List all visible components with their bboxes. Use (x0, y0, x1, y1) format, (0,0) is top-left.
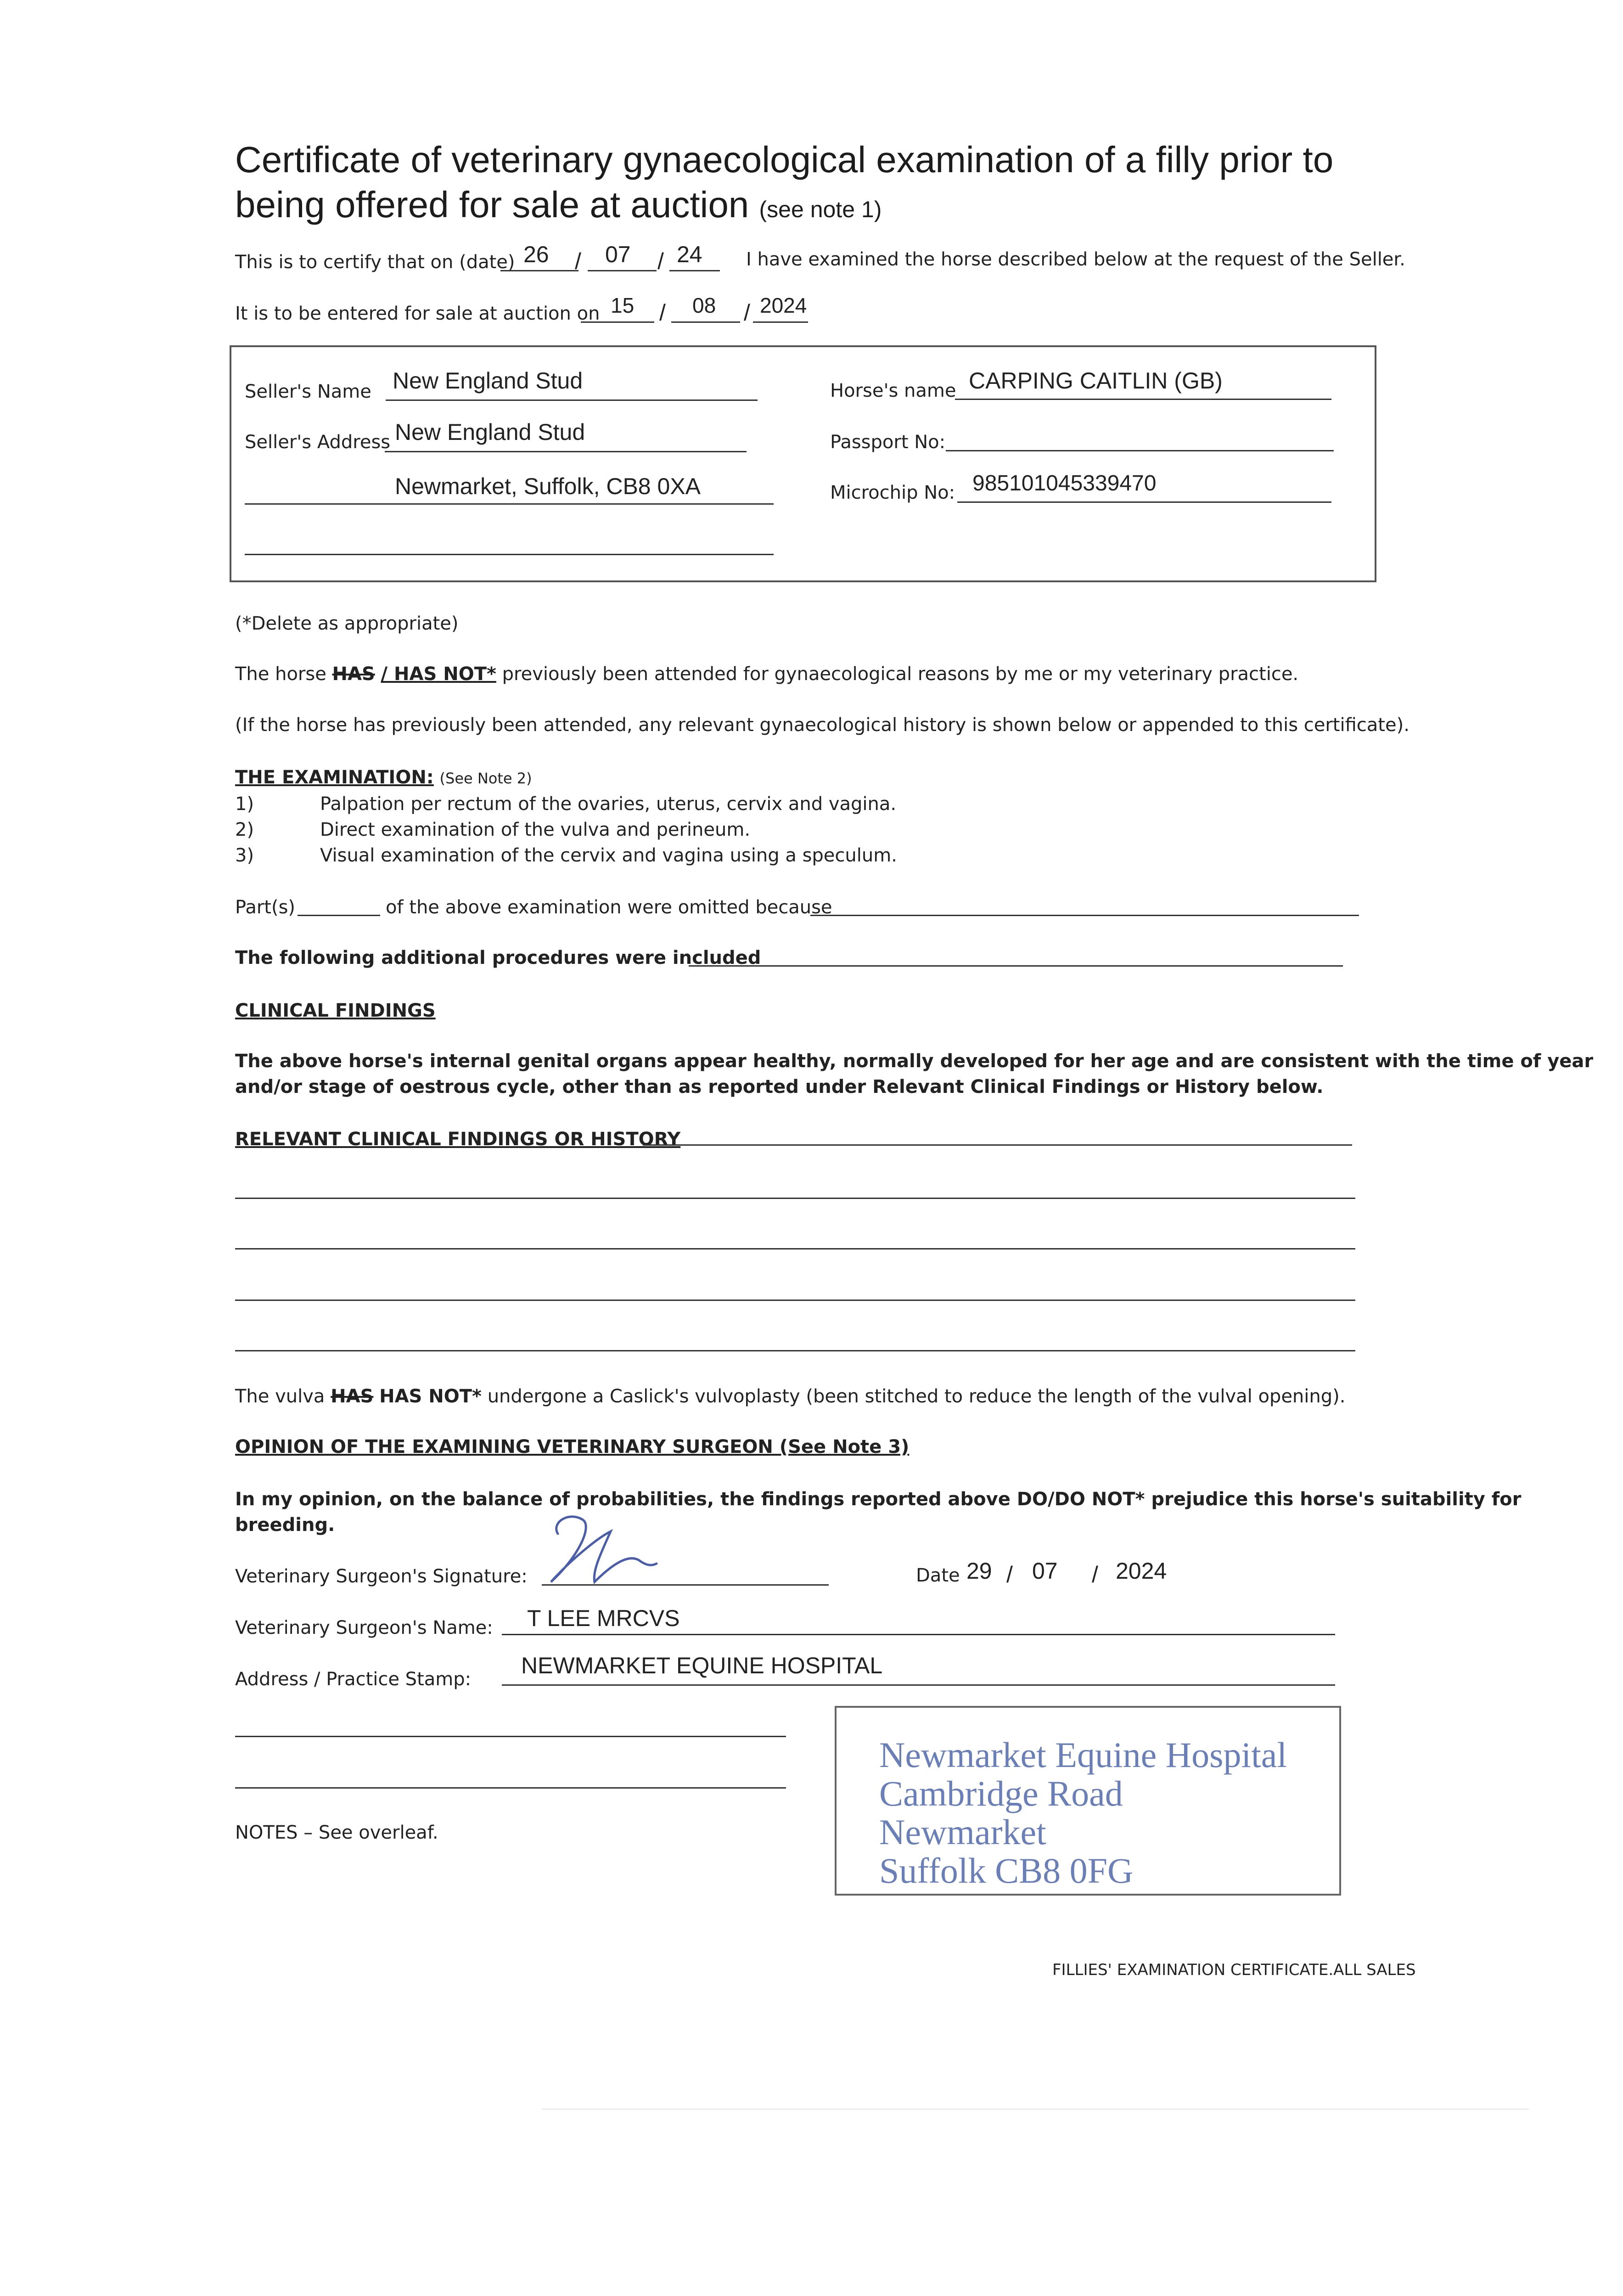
horse-name-value: CARPING CAITLIN (GB) (969, 368, 1223, 394)
signature-date-year: 2024 (1116, 1558, 1167, 1584)
omitted-prefix: Part(s) (235, 897, 296, 918)
certificate-title-line1: Certificate of veterinary gynaecological examination of a filly prior to (235, 139, 1334, 180)
signature-date-sep1: / (1006, 1562, 1013, 1587)
seller-address-line1: New England Stud (395, 419, 585, 445)
faint-scan-line (542, 2109, 1529, 2110)
clinical-statement-line1: The above horse's internal genital organs appear healthy, normally developed for her age and are consistent with the time of year (235, 1051, 1594, 1072)
examination-heading: THE EXAMINATION: (235, 767, 434, 788)
opinion-line2: breeding. (235, 1514, 335, 1536)
signature-date-month: 07 (1032, 1558, 1058, 1584)
certificate-title-line2 (235, 183, 882, 231)
signature-label: Veterinary Surgeon's Signature: (235, 1566, 528, 1587)
seller-name-label: Seller's Name (245, 381, 371, 402)
auction-date-sep1: / (659, 300, 666, 326)
signature-date-day: 29 (966, 1558, 992, 1584)
exam-date-sep1: / (575, 248, 581, 274)
stamp-line4: Suffolk CB8 0FG (879, 1851, 1134, 1891)
opinion-heading: OPINION OF THE EXAMINING VETERINARY SURGEON (See Note 3) (235, 1436, 910, 1458)
exam-item-1-num: 1) (235, 793, 254, 815)
exam-item-3-num: 3) (235, 845, 254, 866)
additional-procedures-label: The following additional procedures were included (235, 947, 761, 968)
clinical-statement-line2: and/or stage of oestrous cycle, other than as reported under Relevant Clinical Findings or History below. (235, 1076, 1324, 1097)
auction-date-sep2: / (744, 300, 750, 326)
seller-name-value: New England Stud (393, 368, 583, 394)
signature-date-sep2: / (1092, 1562, 1098, 1587)
exam-item-3-text: Visual examination of the cervix and vagina using a speculum. (320, 845, 897, 866)
surgeon-name-label: Veterinary Surgeon's Name: (235, 1617, 493, 1638)
history-note: (If the horse has previously been attended, any relevant gynaecological history is shown below or appended to this certificate). (235, 715, 1410, 736)
omitted-middle: of the above examination were omitted because (386, 897, 832, 918)
vulva-statement (235, 1386, 1345, 1407)
opinion-line1: In my opinion, on the balance of probabilities, the findings reported above DO/DO NOT* prejudice this horse's suitability for (235, 1489, 1522, 1510)
microchip-value: 985101045339470 (972, 471, 1157, 495)
practice-address-label: Address / Practice Stamp: (235, 1669, 472, 1690)
exam-item-2-text: Direct examination of the vulva and perineum. (320, 819, 751, 840)
auction-date-year: 2024 (760, 293, 807, 317)
exam-date-day: 26 (523, 242, 549, 267)
certify-prefix: This is to certify that on (date) (235, 252, 515, 273)
attended-struck-option: HAS (332, 664, 375, 685)
microchip-label: Microchip No: (830, 482, 955, 503)
surgeon-name-value: T LEE MRCVS (527, 1605, 680, 1631)
clinical-findings-heading: CLINICAL FINDINGS (235, 1000, 436, 1021)
auction-date-day: 15 (611, 293, 635, 317)
vulva-prefix: The vulva (235, 1386, 325, 1407)
vulva-suffix: undergone a Caslick's vulvoplasty (been stitched to reduce the length of the vulval opening). (487, 1386, 1346, 1407)
exam-date-sep2: / (657, 248, 664, 274)
exam-item-2-num: 2) (235, 819, 254, 840)
seller-address-label: Seller's Address (245, 432, 391, 453)
certificate-title-text: being offered for sale at auction (235, 184, 749, 225)
vulva-struck-option: HAS (331, 1386, 374, 1407)
stamp-line2: Cambridge Road (879, 1773, 1123, 1813)
delete-note: (*Delete as appropriate) (235, 613, 459, 634)
notes-label: NOTES – See overleaf. (235, 1822, 438, 1843)
footer-form-name: FILLIES' EXAMINATION CERTIFICATE.ALL SALES (1052, 1961, 1416, 1979)
auction-prefix: It is to be entered for sale at auction on (235, 303, 600, 324)
exam-item-1-text: Palpation per rectum of the ovaries, uterus, cervix and vagina. (320, 793, 897, 815)
exam-date-year: 24 (677, 242, 702, 267)
certify-suffix: I have examined the horse described below at the request of the Seller. (746, 249, 1405, 270)
attended-statement (235, 664, 1298, 685)
relevant-findings-heading: RELEVANT CLINICAL FINDINGS OR HISTORY (235, 1129, 681, 1150)
handwritten-signature (542, 1506, 680, 1593)
exam-date-month: 07 (605, 242, 631, 267)
stamp-line3: Newmarket (879, 1812, 1046, 1852)
attended-choice: / HAS NOT* (381, 664, 496, 685)
practice-address-value: NEWMARKET EQUINE HOSPITAL (521, 1653, 883, 1678)
vulva-choice: HAS NOT* (379, 1386, 482, 1407)
passport-label: Passport No: (830, 432, 946, 453)
attended-prefix: The horse (235, 664, 326, 685)
stamp-line1: Newmarket Equine Hospital (879, 1735, 1287, 1775)
examination-heading-row (235, 767, 532, 788)
horse-name-label: Horse's name (830, 380, 956, 401)
auction-date-month: 08 (692, 293, 716, 317)
attended-suffix: previously been attended for gynaecological reasons by me or my veterinary practice. (502, 664, 1299, 685)
signature-date-label: Date (916, 1565, 960, 1586)
seller-address-line2: Newmarket, Suffolk, CB8 0XA (395, 473, 701, 499)
examination-heading-note: (See Note 2) (439, 770, 532, 787)
title-note: (see note 1) (759, 197, 882, 222)
